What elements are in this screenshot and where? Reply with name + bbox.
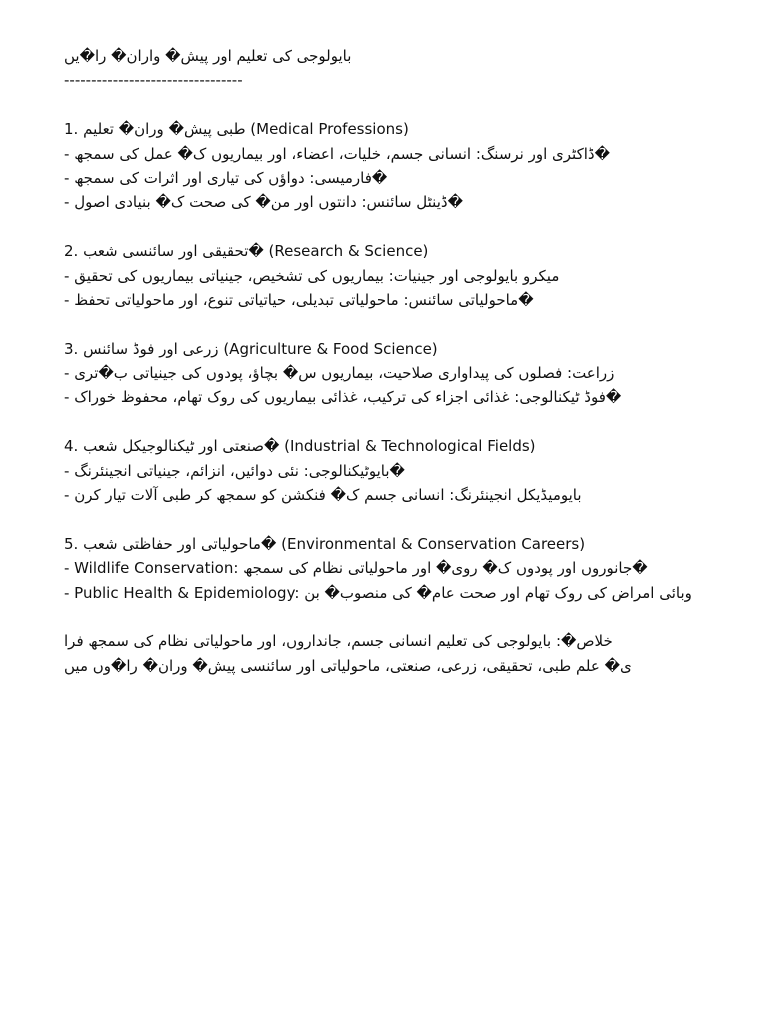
section-medical bbox=[64, 117, 768, 215]
section-item: - بایوٹیکنالوجی: نئی دوائیں، انزائم، جینیاتی انجینئرنگ� bbox=[64, 461, 405, 480]
section-item: - زراعت: فصلوں کی پیداواری صلاحیت، بیماریوں س� بچاؤ، پودوں کی جینیاتی ب�تری bbox=[64, 364, 615, 383]
section-heading: 3. زرعی اور فوڈ سائنس (Agriculture & Food Science) bbox=[64, 339, 438, 358]
section-heading: 4. صنعتی اور ٹیکنالوجیکل شعب� (Industrial & Technological Fields) bbox=[64, 437, 536, 456]
summary-line: خلاص�: بایولوجی کی تعلیم انسانی جسم، جانداروں، اور ماحولیاتی نظام کی سمجھ فرا bbox=[64, 632, 613, 651]
section-industrial bbox=[64, 434, 768, 507]
section-heading: 2. تحقیقی اور سائنسی شعب� (Research & Science) bbox=[64, 242, 429, 261]
section-item: - Public Health & Epidemiology: وبائی امراض کی روک تھام اور صحت عام� کی منصوب� بن bbox=[64, 583, 692, 602]
blank-line bbox=[64, 215, 768, 239]
summary-paragraph bbox=[64, 629, 768, 678]
section-item: - میکرو بایولوجی اور جینیات: بیماریوں کی تشخیص، جینیاتی بیماریوں کی تحقیق bbox=[64, 266, 560, 285]
document-body bbox=[64, 44, 768, 678]
section-item: - Wildlife Conservation: جانوروں اور پودوں ک� روی� اور ماحولیاتی نظام کی سمجھ� bbox=[64, 559, 648, 578]
section-agriculture bbox=[64, 337, 768, 410]
summary-line: ی� علم طبی، تحقیقی، زرعی، صنعتی، ماحولیاتی اور سائنسی پیش� وران� را�وں میں bbox=[64, 656, 632, 675]
section-heading: 5. ماحولیاتی اور حفاظتی شعب� (Environmental & Conservation Careers) bbox=[64, 534, 586, 553]
section-item: - ماحولیاتی سائنس: ماحولیاتی تبدیلی، حیاتیاتی تنوع، اور ماحولیاتی تحفظ� bbox=[64, 290, 534, 309]
blank-line bbox=[64, 312, 768, 336]
section-item: - فارمیسی: دواؤں کی تیاری اور اثرات کی سمجھ� bbox=[64, 168, 388, 187]
document-title: بایولوجی کی تعلیم اور پیش� واران� را�یں bbox=[64, 47, 352, 65]
section-research bbox=[64, 239, 768, 312]
title-separator: --------------------------------- bbox=[64, 71, 243, 90]
section-item: - بایومیڈیکل انجینئرنگ: انسانی جسم ک� فنکشن کو سمجھ کر طبی آلات تیار کرن bbox=[64, 486, 582, 505]
section-heading: 1. طبی پیش� وران� تعلیم (Medical Professions) bbox=[64, 120, 409, 139]
blank-line bbox=[64, 605, 768, 629]
section-environmental bbox=[64, 532, 768, 605]
section-item: - ڈینٹل سائنس: دانتوں اور من� کی صحت ک� بنیادی اصول� bbox=[64, 193, 463, 212]
blank-line bbox=[64, 507, 768, 531]
blank-line bbox=[64, 93, 768, 117]
section-item: - فوڈ ٹیکنالوجی: غذائی اجزاء کی ترکیب، غذائی بیماریوں کی روک تھام، محفوظ خوراک� bbox=[64, 388, 622, 407]
blank-line bbox=[64, 410, 768, 434]
section-item: - ڈاکٹری اور نرسنگ: انسانی جسم، خلیات، اعضاء، اور بیماریوں ک� عمل کی سمجھ� bbox=[64, 144, 610, 163]
